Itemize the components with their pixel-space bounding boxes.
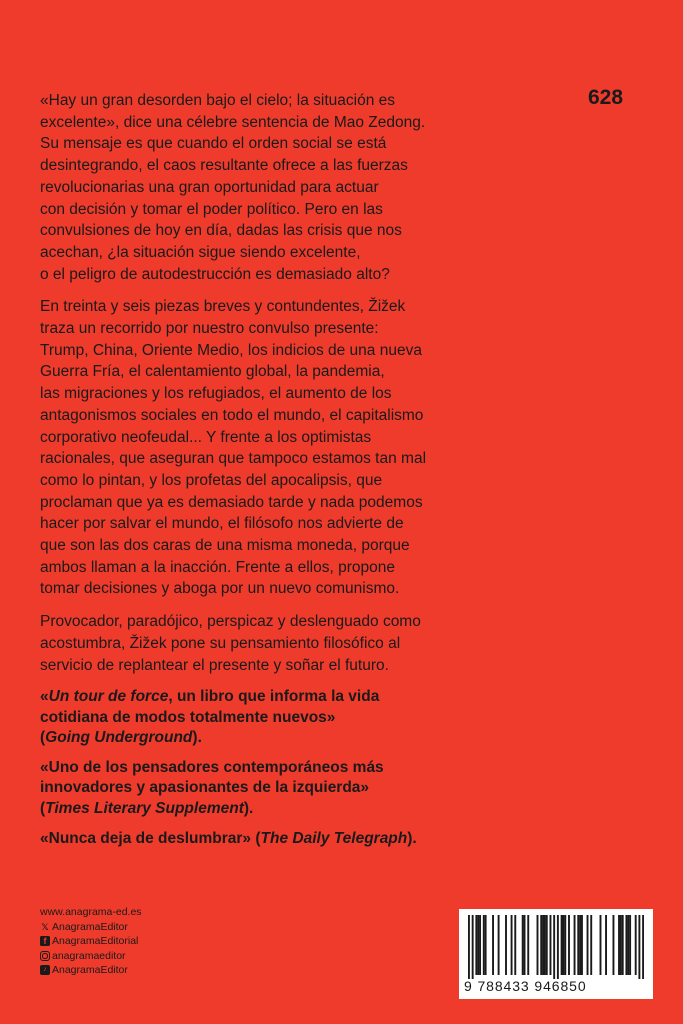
barcode-bar: [587, 915, 589, 975]
barcode-bar: [568, 915, 570, 975]
social-link[interactable]: [40, 963, 142, 978]
press-quote: [40, 758, 600, 819]
instagram-icon: [40, 951, 50, 961]
text-line: desintegrando, el caos resultante ofrece a las fuerzas: [40, 157, 408, 175]
barcode-bar: [505, 915, 507, 975]
social-link[interactable]: [40, 934, 142, 949]
barcode-bar: [479, 915, 481, 975]
barcode-bar: [638, 915, 640, 979]
text-line: o el peligro de autodestrucción es demasiado alto?: [40, 265, 390, 283]
barcode-bar: [562, 915, 564, 975]
barcode-bar: [553, 915, 555, 979]
text-line: racionales, que aseguran que tampoco estamos tan mal: [40, 450, 427, 468]
quote-text: ).: [192, 728, 202, 746]
press-quote: [40, 687, 600, 748]
barcode-bar: [627, 915, 629, 975]
quote-text: ).: [407, 830, 417, 848]
barcode-bar: [574, 915, 576, 975]
quote-text: «: [40, 688, 49, 706]
barcode-bar: [522, 915, 524, 975]
barcode-bar: [514, 915, 516, 975]
barcode-bar: [620, 915, 622, 975]
social-handle: AnagramaEditor: [52, 964, 128, 976]
barcode-bar: [564, 915, 566, 975]
barcode-bar: [622, 915, 624, 975]
barcode-bar: [477, 915, 479, 975]
text-line: En treinta y seis piezas breves y contundentes, Žižek: [40, 298, 406, 316]
text-line: Guerra Fría, el calentamiento global, la pandemia,: [40, 363, 385, 381]
text-line: las migraciones y los refugiados, el aumento de los: [40, 385, 392, 403]
quote-text: (: [40, 799, 46, 817]
synopsis-paragraph: [40, 90, 600, 285]
barcode-bar: [550, 915, 552, 975]
website-link[interactable]: www.anagrama-ed.es: [40, 906, 142, 918]
quote-source: Going Underground: [45, 728, 193, 746]
barcode-bar: [472, 915, 474, 979]
social-handle: AnagramaEditorial: [52, 935, 139, 947]
quote-text: ).: [243, 799, 254, 817]
text-line: Su mensaje es que cuando el orden social se está: [40, 135, 387, 153]
text-line: proclaman que ya es demasiado tarde y nada podemos: [40, 493, 423, 511]
barcode-bar: [590, 915, 592, 975]
synopsis-paragraph: [40, 296, 600, 600]
barcode-bar: [581, 915, 583, 975]
text-line: hacer por salvar el mundo, el filósofo nos advierte de: [40, 515, 404, 533]
barcode-bar: [642, 915, 644, 979]
x-logo-icon: 𝕏: [41, 921, 49, 932]
barcode-bar: [468, 915, 470, 979]
barcode-bar: [613, 915, 615, 975]
barcode-bar: [625, 915, 627, 975]
barcode-bar: [579, 915, 581, 975]
social-link[interactable]: [40, 949, 142, 964]
barcode-bar: [542, 915, 544, 975]
barcode-bar: [635, 915, 637, 975]
barcode-bar: [561, 915, 563, 975]
quote-text: , un libro que informa la vida: [168, 688, 380, 706]
quote-text: (: [40, 728, 46, 746]
barcode-bar: [537, 915, 539, 975]
text-line: revolucionarias una gran oportunidad para actuar: [40, 178, 379, 196]
text-line: como lo pintan, y los profetas del apocalipsis, que: [40, 471, 383, 489]
barcode-bar: [475, 915, 477, 975]
text-line: Trump, China, Oriente Medio, los indicios de una nueva: [40, 341, 422, 359]
social-link[interactable]: [40, 920, 142, 935]
barcode-bar: [483, 915, 485, 975]
barcode-bar: [546, 915, 548, 975]
quote-source: The Daily Telegraph: [260, 830, 408, 848]
text-line: excelente», dice una célebre sentencia de Mao Zedong.: [40, 113, 426, 131]
barcode-bar: [485, 915, 487, 975]
barcode-bar: [511, 915, 513, 975]
series-number: 628: [588, 86, 624, 109]
text-line: ambos llaman a la inacción. Frente a ellos, propone: [40, 558, 395, 576]
text-line: «Hay un gran desorden bajo el cielo; la situación es: [40, 92, 396, 109]
barcode-bars: [468, 915, 644, 979]
text-line: Provocador, paradójico, perspicaz y deslenguado como: [40, 613, 421, 631]
text-line: tomar decisiones y aboga por un nuevo comunismo.: [40, 580, 400, 598]
press-quotes: [40, 687, 600, 849]
barcode-bar: [600, 915, 602, 975]
barcode-bar: [577, 915, 579, 975]
quote-text: cotidiana de modos totalmente nuevos»: [40, 708, 336, 726]
social-handle: AnagramaEditor: [52, 920, 128, 933]
text-line: con decisión y tomar el poder político. Pero en las: [40, 200, 383, 218]
text-line: antagonismos sociales en todo el mundo, el capitalismo: [40, 406, 424, 424]
text-line: traza un recorrido por nuestro convulso presente:: [40, 320, 379, 338]
barcode-bar: [557, 915, 559, 979]
isbn-barcode: [459, 909, 653, 999]
barcode-bar: [618, 915, 620, 975]
synopsis-paragraph: [40, 611, 600, 676]
barcode-digits: 9 788433 946850: [464, 978, 587, 994]
quote-source: Un tour de force: [48, 688, 169, 706]
barcode-bar: [544, 915, 546, 975]
text-line: acechan, ¿la situación sigue siendo excelente,: [40, 243, 361, 261]
tiktok-icon: ♪: [40, 965, 50, 975]
barcode-bar: [605, 915, 607, 975]
quote-text: «Nunca deja de deslumbrar» (: [40, 830, 261, 848]
quote-source: Times Literary Supplement: [45, 799, 244, 817]
text-line: convulsiones de hoy en día, dadas las crisis que nos: [40, 222, 402, 240]
quote-text: «Uno de los pensadores contemporáneos más: [40, 759, 384, 777]
quote-text: innovadores y apasionantes de la izquierda»: [40, 779, 370, 797]
text-line: que son las dos caras de una misma moneda, porque: [40, 537, 410, 555]
synopsis-paragraphs: [40, 90, 600, 676]
press-quote: [40, 829, 600, 849]
synopsis: [40, 90, 600, 859]
facebook-icon: f: [40, 936, 50, 946]
barcode-bar: [498, 915, 500, 975]
barcode-bar: [492, 915, 494, 975]
barcode-bar: [524, 915, 526, 975]
barcode-bar: [540, 915, 542, 975]
barcode-bar: [629, 915, 631, 975]
social-handles: [40, 920, 142, 978]
text-line: servicio de replantear el presente y soñar el futuro.: [40, 656, 389, 674]
text-line: acostumbra, Žižek pone su pensamiento filosófico al: [40, 634, 401, 652]
social-handle: anagramaeditor: [52, 949, 126, 962]
publisher-links: [40, 905, 142, 978]
text-line: corporativo neofeudal... Y frente a los optimistas: [40, 428, 372, 446]
barcode-bar: [527, 915, 529, 975]
